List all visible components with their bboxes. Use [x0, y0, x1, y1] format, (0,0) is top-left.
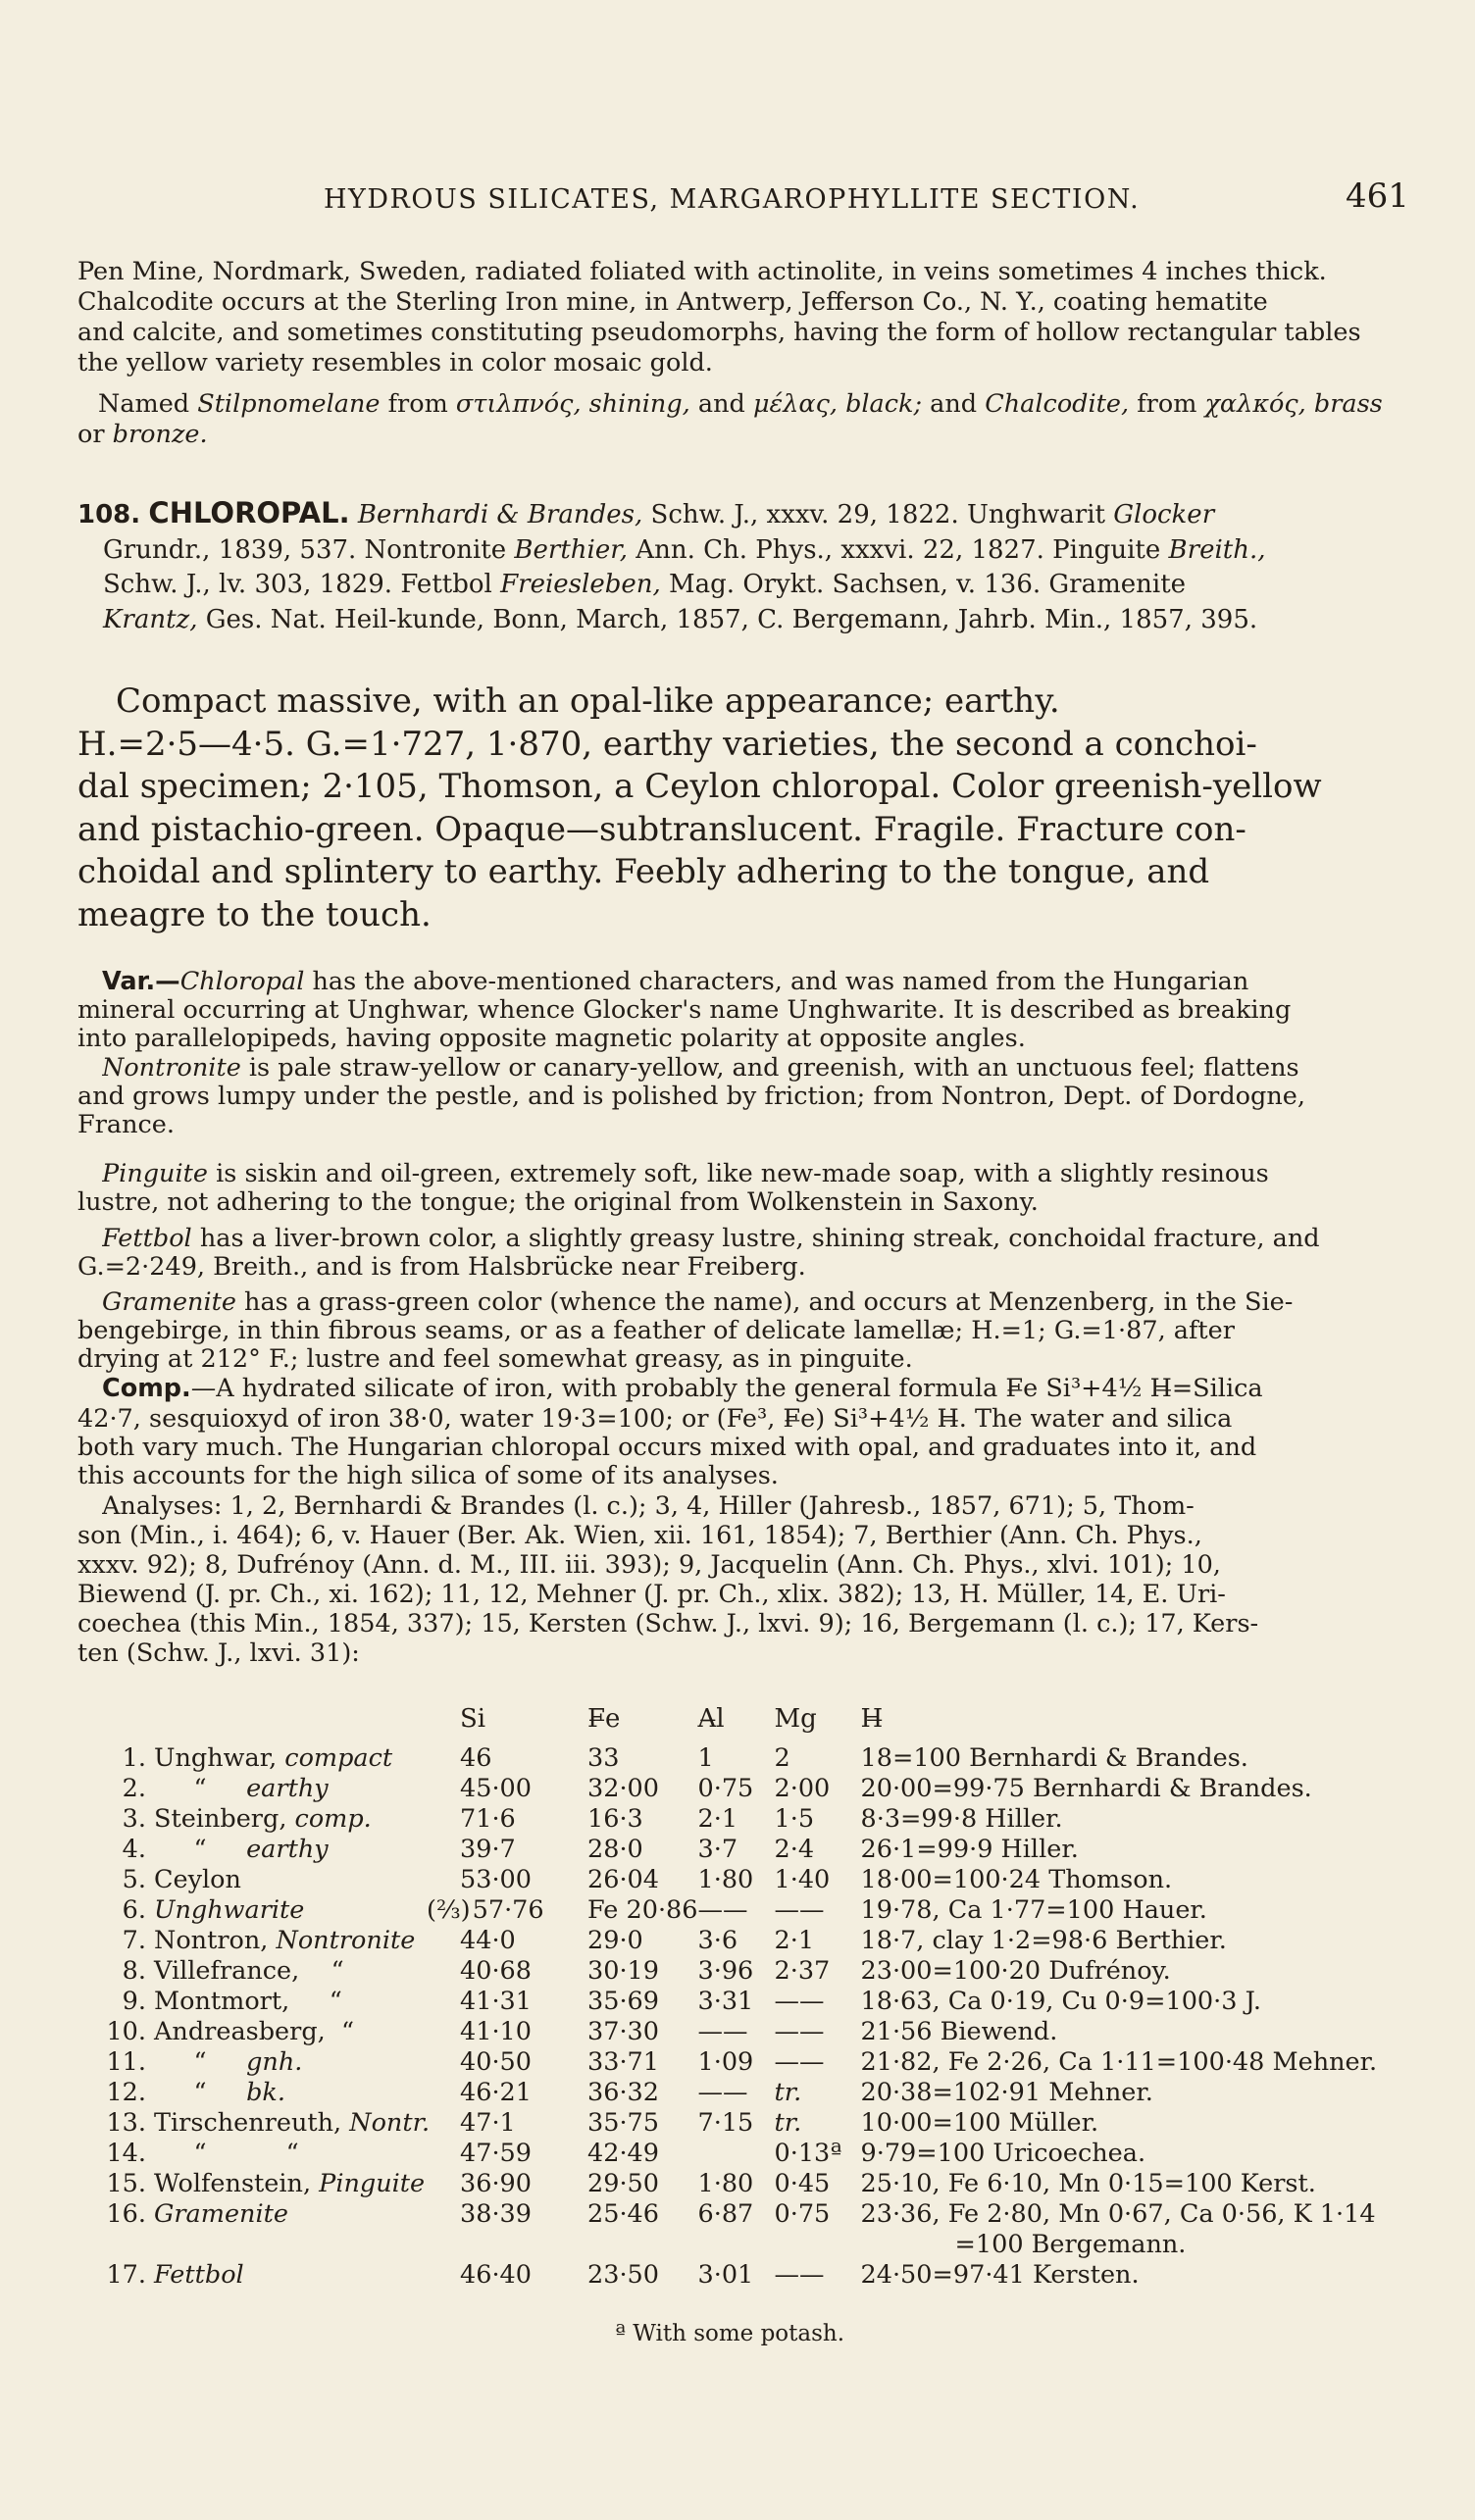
fraction-note: (⅔) [427, 1895, 471, 1925]
table-row [93, 2108, 1377, 2139]
text-line: Chalcodite occurs at the Sterling Iron mine, in Antwerp, Jefferson Co., N. Y., coating hematite [77, 287, 1268, 317]
text: and [922, 389, 986, 419]
fe-cell: 33·71 [587, 2047, 660, 2077]
si-cell [460, 1987, 587, 2017]
si-value: 44·0 [460, 1926, 516, 1955]
si-cell [460, 2139, 587, 2169]
term: Stilpnomelane [197, 389, 381, 419]
fe-cell: 25·46 [587, 2199, 660, 2229]
table-row [93, 2169, 1377, 2199]
locality: Unghwar, [154, 1743, 285, 1773]
column-header: F̶e [587, 1704, 621, 1734]
author: Breith., [1168, 534, 1266, 565]
al-cell: 3·96 [697, 1956, 754, 1986]
si-value: 38·39 [460, 2199, 533, 2229]
variety: gnh. [246, 2047, 303, 2077]
variety-name: Fettbol [102, 1224, 192, 1253]
variety: Fettbol [154, 2260, 244, 2290]
fe-cell: 29·50 [587, 2169, 660, 2198]
section-label: Comp. [102, 1374, 191, 1403]
water-and-remarks-cell: 18·63, Ca 0·19, Cu 0·9=100·3 J. [860, 1987, 1261, 2016]
si-cell [460, 2199, 587, 2230]
al-cell [698, 2139, 775, 2169]
author: Berthier, [514, 534, 629, 565]
table-row [93, 1804, 1377, 1835]
comp-line: 42·7, sesquioxyd of iron 38·0, water 19·3=100; or (Fe³, F̶e) Si³+4½ H̶. The water and silica [77, 1404, 1233, 1434]
text: —A hydrated silicate of iron, with probably the general formula F̶e Si³+4½ H̶=Silica [190, 1374, 1263, 1403]
ref-line: son (Min., i. 464); 6, v. Hauer (Ber. Ak. Wien, xii. 161, 1854); 7, Berthier (Ann. Ch. Phys., [77, 1521, 1202, 1550]
variety: Nontronite [276, 1926, 416, 1955]
mg-cell: —— [774, 2017, 825, 2046]
fe-cell: 26·04 [587, 1865, 660, 1894]
locality-cell [154, 1926, 460, 1956]
term: Chalcodite, [985, 389, 1130, 419]
var-line [102, 1224, 1441, 1253]
text: and [689, 389, 753, 419]
table-row [93, 1895, 1377, 1926]
water-and-remarks-cell: 21·82, Fe 2·26, Ca 1·11=100·48 Mehner. [860, 2047, 1378, 2077]
si-value: 46·21 [460, 2078, 533, 2107]
locality: Ceylon [154, 1865, 241, 1894]
variety-name: Chloropal [179, 967, 305, 996]
mg-cell: 2·00 [774, 1774, 831, 1803]
desc-line: H.=2·5—4·5. G.=1·727, 1·870, earthy varieties, the second a conchoi- [77, 725, 1257, 764]
si-value: 46·40 [460, 2260, 533, 2290]
row-number: 15. [106, 2169, 146, 2198]
locality-cell [154, 1804, 460, 1835]
locality: “ [154, 2047, 247, 2077]
term: bronze. [112, 420, 208, 449]
si-value: 46 [460, 1743, 492, 1773]
table-row [93, 2199, 1377, 2230]
locality: Villefrance, “ [154, 1956, 344, 1986]
mg-cell: 1·40 [774, 1865, 831, 1894]
locality: Wolfenstein, [154, 2169, 320, 2198]
column-header: A̶l [697, 1704, 725, 1734]
locality-cell [154, 2078, 460, 2108]
fe-cell [587, 2230, 698, 2260]
water-and-remarks-cell: 20·38=102·91 Mehner. [860, 2078, 1153, 2107]
var-line: G.=2·249, Breith., and is from Halsbrücke near Freiberg. [77, 1252, 806, 1282]
row-number: 7. [122, 1926, 146, 1955]
si-cell [460, 2108, 587, 2139]
si-value: 47·1 [460, 2108, 516, 2138]
al-cell: —— [697, 1895, 748, 1925]
si-cell [460, 1804, 587, 1835]
mg-cell: tr. [774, 2108, 802, 2138]
locality-cell [154, 2047, 460, 2078]
table-row [93, 1926, 1377, 1956]
water-and-remarks-cell: 18·00=100·24 Thomson. [860, 1865, 1173, 1894]
locality-cell [154, 2139, 460, 2169]
column-header: H̶ [860, 1704, 884, 1734]
locality-cell [154, 2017, 460, 2047]
page-number: 461 [1346, 176, 1409, 216]
citation: Schw. J., xxxv. 29, 1822. Unghwarit [642, 500, 1114, 529]
si-cell [460, 1956, 587, 1987]
var-line: bengebirge, in thin fibrous seams, or as a feather of delicate lamellæ; H.=1; G.=1·87, after [77, 1316, 1235, 1345]
row-number [93, 2230, 154, 2260]
section-label: Var.— [102, 967, 180, 996]
row-number: 9. [122, 1987, 146, 2016]
fe-cell: 23·50 [587, 2260, 660, 2290]
water-and-remarks-cell: 24·50=97·41 Kersten. [860, 2260, 1140, 2290]
si-value: 45·00 [460, 1774, 533, 1803]
water-and-remarks-cell: 18·7, clay 1·2=98·6 Berthier. [860, 1926, 1227, 1955]
mg-cell: 2·1 [774, 1926, 815, 1955]
desc-line: meagre to the touch. [77, 895, 432, 934]
al-cell: 3·01 [697, 2260, 754, 2290]
si-value: 40·68 [460, 1956, 533, 1986]
entry-line [77, 496, 1416, 533]
locality: Steinberg, [154, 1804, 295, 1834]
table-header-row [93, 1704, 1377, 1743]
text: is pale straw-yellow or canary-yellow, and greenish, with an unctuous feel; flattens [240, 1053, 1299, 1083]
running-header: HYDROUS SILICATES, MARGAROPHYLLITE SECTION. [324, 184, 1141, 215]
citation: Schw. J., lv. 303, 1829. Fettbol [103, 570, 501, 599]
fe-cell: 33 [587, 1743, 620, 1773]
table-row [93, 2078, 1377, 2108]
ref-line: Analyses: 1, 2, Bernhardi & Brandes (l. c.); 3, 4, Hiller (Jahresb., 1857, 671); 5, Thom- [102, 1491, 1195, 1521]
text: from [1129, 389, 1205, 419]
si-value: 41·31 [460, 1987, 533, 2016]
comp-line: both vary much. The Hungarian chloropal occurs mixed with opal, and graduates into it, and [77, 1433, 1257, 1462]
al-cell [698, 2230, 775, 2260]
si-cell [460, 1835, 587, 1865]
mg-cell: 0·45 [774, 2169, 831, 2198]
fe-cell: 35·75 [587, 2108, 660, 2138]
locality-cell [154, 1835, 460, 1865]
var-line: drying at 212° F.; lustre and feel somewhat greasy, as in pinguite. [77, 1344, 913, 1374]
table-row [93, 2139, 1377, 2169]
si-value: 57·76 [472, 1895, 544, 1925]
water-and-remarks-cell: =100 Bergemann. [954, 2230, 1187, 2259]
water-and-remarks-cell: 10·00=100 Müller. [860, 2108, 1099, 2138]
desc-line: choidal and splintery to earthy. Feebly adhering to the tongue, and [77, 852, 1210, 891]
table-row [93, 2047, 1377, 2078]
al-cell: 7·15 [697, 2108, 754, 2138]
al-cell: 3·6 [697, 1926, 738, 1955]
mg-cell: tr. [774, 2078, 802, 2107]
locality: Tirschenreuth, [154, 2108, 350, 2138]
desc-line: and pistachio-green. Opaque—subtranslucent. Fragile. Fracture con- [77, 810, 1246, 849]
locality: Nontron, [154, 1926, 277, 1955]
variety-name: Nontronite [102, 1053, 241, 1083]
text: has the above-mentioned characters, and was named from the Hungarian [304, 967, 1249, 996]
locality-cell [154, 2230, 460, 2260]
term: χαλκός, brass [1204, 389, 1383, 419]
variety: Unghwarite [154, 1895, 305, 1925]
locality: Montmort, “ [154, 1987, 342, 2016]
water-and-remarks-cell: 25·10, Fe 6·10, Mn 0·15=100 Kerst. [860, 2169, 1316, 2198]
row-number: 3. [122, 1804, 146, 1834]
water-and-remarks-cell: 18=100 Bernhardi & Brandes. [860, 1743, 1248, 1773]
entry-line [77, 603, 1416, 638]
si-cell [460, 1774, 587, 1804]
locality-cell [154, 2169, 460, 2199]
table-row [93, 1956, 1377, 1987]
al-cell: 1·09 [697, 2047, 754, 2077]
water-and-remarks-cell: 19·78, Ca 1·77=100 Hauer. [860, 1895, 1207, 1925]
locality: “ “ [154, 2139, 299, 2168]
row-number: 12. [106, 2078, 146, 2107]
term: μέλας, black; [752, 389, 923, 419]
comp-line [102, 1374, 1441, 1403]
table-row [93, 1865, 1377, 1895]
citation: Grundr., 1839, 537. Nontronite [103, 534, 515, 565]
entry-line [77, 533, 1416, 569]
al-cell: 0·75 [697, 1774, 754, 1803]
row-number: 6. [122, 1895, 146, 1925]
text: has a grass-green color (whence the name), and occurs at Menzenberg, in the Sie- [235, 1287, 1294, 1317]
text-line: and calcite, and sometimes constituting pseudomorphs, having the form of hollow rectangular tables [77, 318, 1361, 347]
locality-cell [154, 1774, 460, 1804]
si-value: 71·6 [460, 1804, 516, 1834]
si-value: 47·59 [460, 2139, 533, 2168]
si-cell [460, 2169, 587, 2199]
citation: Ges. Nat. Heil-kunde, Bonn, March, 1857, C. Bergemann, Jahrb. Min., 1857, 395. [197, 604, 1258, 634]
fe-cell: 32·00 [587, 1774, 660, 1803]
locality: “ [154, 1835, 247, 1864]
locality: “ [154, 1774, 247, 1803]
row-number: 16. [106, 2199, 146, 2229]
al-cell: 3·31 [697, 1987, 754, 2016]
variety: Nontr. [349, 2108, 431, 2138]
var-line: France. [77, 1110, 175, 1139]
water-and-remarks-cell: 20·00=99·75 Bernhardi & Brandes. [860, 1774, 1312, 1803]
text: from [380, 389, 456, 419]
row-number: 2. [122, 1774, 146, 1803]
si-value: 41·10 [460, 2017, 533, 2046]
comp-line: this accounts for the high silica of some of its analyses. [77, 1461, 779, 1490]
text-line: the yellow variety resembles in color mosaic gold. [77, 348, 713, 378]
ref-line: Biewend (J. pr. Ch., xi. 162); 11, 12, Mehner (J. pr. Ch., xlix. 382); 13, H. Müller, 14, E. Uri- [77, 1580, 1226, 1609]
mg-cell [775, 2230, 861, 2260]
mg-cell: —— [774, 2047, 825, 2077]
water-and-remarks-cell: 8·3=99·8 Hiller. [860, 1804, 1063, 1834]
text: Named [98, 389, 198, 419]
al-cell: 1·80 [697, 1865, 754, 1894]
table-row [93, 1835, 1377, 1865]
variety: comp. [294, 1804, 372, 1834]
mg-cell: —— [774, 1895, 825, 1925]
column-header: Si [460, 1704, 486, 1734]
table-row [93, 2017, 1377, 2047]
fe-cell: Fe 20·86 [587, 1895, 698, 1925]
author: Krantz, [103, 604, 198, 634]
text: has a liver-brown color, a slightly greasy lustre, shining streak, conchoidal fracture, and [191, 1224, 1320, 1253]
si-value: 53·00 [460, 1865, 533, 1894]
var-line: lustre, not adhering to the tongue; the original from Wolkenstein in Saxony. [77, 1187, 1039, 1217]
mg-cell: 1·5 [774, 1804, 815, 1834]
row-number: 1. [122, 1743, 146, 1773]
al-cell: 1·80 [697, 2169, 754, 2198]
water-and-remarks-cell: 23·36, Fe 2·80, Mn 0·67, Ca 0·56, K 1·14 [860, 2199, 1376, 2229]
al-cell: 1 [697, 1743, 714, 1773]
entry-title: CHLOROPAL. [148, 496, 350, 529]
variety: compact [284, 1743, 393, 1773]
text: or [77, 420, 113, 449]
entry-line [77, 568, 1416, 603]
author: Bernhardi & Brandes, [357, 500, 643, 529]
water-and-remarks-cell: 21·56 Biewend. [860, 2017, 1058, 2046]
fe-cell: 42·49 [587, 2139, 660, 2168]
desc-line: dal specimen; 2·105, Thomson, a Ceylon chloropal. Color greenish-yellow [77, 767, 1322, 806]
water-and-remarks-cell: 23·00=100·20 Dufrénoy. [860, 1956, 1171, 1986]
var-line [102, 1053, 1441, 1083]
var-line [102, 1287, 1441, 1317]
locality-cell [154, 1743, 460, 1774]
species-entry-heading [77, 496, 1416, 637]
row-number: 17. [106, 2260, 146, 2290]
variety: Pinguite [319, 2169, 426, 2198]
mg-cell: 0·75 [774, 2199, 831, 2229]
mg-cell: 2·4 [774, 1835, 815, 1864]
row-number: 11. [106, 2047, 146, 2077]
ref-line: coechea (this Min., 1854, 337); 15, Kersten (Schw. J., lxvi. 9); 16, Bergemann (l. c.); 17, Kers- [77, 1609, 1259, 1638]
si-value: 36·90 [460, 2169, 533, 2198]
footnote: ª With some potash. [615, 2321, 845, 2346]
analyses-table [93, 1704, 1377, 2307]
si-value: 39·7 [460, 1835, 516, 1864]
variety-name: Pinguite [102, 1159, 208, 1188]
mg-cell: —— [774, 1987, 825, 2016]
table-row [93, 2230, 1377, 2260]
var-line [102, 1159, 1441, 1188]
al-cell: —— [697, 2078, 748, 2107]
al-cell: 6·87 [697, 2199, 754, 2229]
fe-cell: 30·19 [587, 1956, 660, 1986]
si-cell [460, 1865, 587, 1895]
text-line: Pen Mine, Nordmark, Sweden, radiated foliated with actinolite, in veins sometimes 4 inches thick. [77, 257, 1327, 286]
var-line: into parallelopipeds, having opposite magnetic polarity at opposite angles. [77, 1024, 1026, 1053]
locality-cell [154, 2108, 460, 2139]
si-cell [460, 1743, 587, 1774]
etymology-line-2 [77, 420, 1416, 449]
ref-line: ten (Schw. J., lxvi. 31): [77, 1638, 360, 1668]
author: Glocker [1113, 500, 1215, 529]
variety-name: Gramenite [102, 1287, 236, 1317]
etymology-line [98, 389, 1437, 419]
fe-cell: 35·69 [587, 1987, 660, 2016]
fe-cell: 37·30 [587, 2017, 660, 2046]
si-cell [460, 2260, 587, 2307]
water-and-remarks-cell: 9·79=100 Uricoechea. [860, 2139, 1146, 2168]
author: Freiesleben, [500, 570, 661, 599]
al-cell: 3·7 [697, 1835, 738, 1864]
si-cell [427, 1895, 587, 1926]
locality-cell [154, 1987, 460, 2017]
locality-cell [154, 2260, 460, 2307]
fe-cell: 28·0 [587, 1835, 643, 1864]
locality-cell [154, 1956, 460, 1987]
ref-line: xxxv. 92); 8, Dufrénoy (Ann. d. M., III. iii. 393); 9, Jacquelin (Ann. Ch. Phys., xlvi. 101); 10, [77, 1550, 1221, 1580]
si-cell [460, 2047, 587, 2078]
mg-cell: 2·37 [774, 1956, 831, 1986]
var-line [102, 967, 1441, 996]
row-number: 4. [122, 1835, 146, 1864]
variety: earthy [246, 1774, 329, 1803]
var-line: and grows lumpy under the pestle, and is polished by friction; from Nontron, Dept. of Dordogne, [77, 1082, 1305, 1111]
row-number: 10. [106, 2017, 146, 2046]
variety: bk. [246, 2078, 285, 2107]
fe-cell: 16·3 [587, 1804, 643, 1834]
row-number: 13. [106, 2108, 146, 2138]
al-cell: —— [697, 2017, 748, 2046]
al-cell: 2·1 [697, 1804, 738, 1834]
table-row [93, 1987, 1377, 2017]
text: is siskin and oil-green, extremely soft, like new-made soap, with a slightly resinous [207, 1159, 1269, 1188]
row-number: 5. [122, 1865, 146, 1894]
locality: Andreasberg, “ [154, 2017, 355, 2046]
citation: Ann. Ch. Phys., xxxvi. 22, 1827. Pinguite [628, 534, 1169, 565]
water-and-remarks-cell: 26·1=99·9 Hiller. [860, 1835, 1079, 1864]
desc-line: Compact massive, with an opal-like appearance; earthy. [116, 681, 1060, 721]
si-value: 40·50 [460, 2047, 533, 2077]
fe-cell: 36·32 [587, 2078, 660, 2107]
table-row [93, 2260, 1377, 2307]
locality-cell [154, 2199, 460, 2230]
term: στιλπνός, shining, [455, 389, 690, 419]
column-header: Mg [774, 1704, 817, 1734]
variety: earthy [246, 1835, 329, 1864]
locality-cell [154, 1895, 460, 1926]
locality-cell [154, 1865, 460, 1895]
si-cell [460, 2078, 587, 2108]
fe-cell: 29·0 [587, 1926, 643, 1955]
si-cell [460, 2017, 587, 2047]
si-cell [460, 2230, 587, 2260]
table-row [93, 1743, 1377, 1774]
citation: Mag. Orykt. Sachsen, v. 136. Gramenite [660, 570, 1187, 599]
mg-cell: 0·13ª [774, 2139, 842, 2168]
table-row [93, 1774, 1377, 1804]
mg-cell: 2 [774, 1743, 790, 1773]
row-number: 8. [122, 1956, 146, 1986]
mg-cell: —— [774, 2260, 825, 2290]
variety: Gramenite [154, 2199, 288, 2229]
var-line: mineral occurring at Unghwar, whence Glocker's name Unghwarite. It is described as breaking [77, 995, 1292, 1025]
locality: “ [154, 2078, 247, 2107]
si-cell [460, 1926, 587, 1956]
row-number: 14. [106, 2139, 146, 2168]
entry-number: 108. [77, 500, 141, 529]
